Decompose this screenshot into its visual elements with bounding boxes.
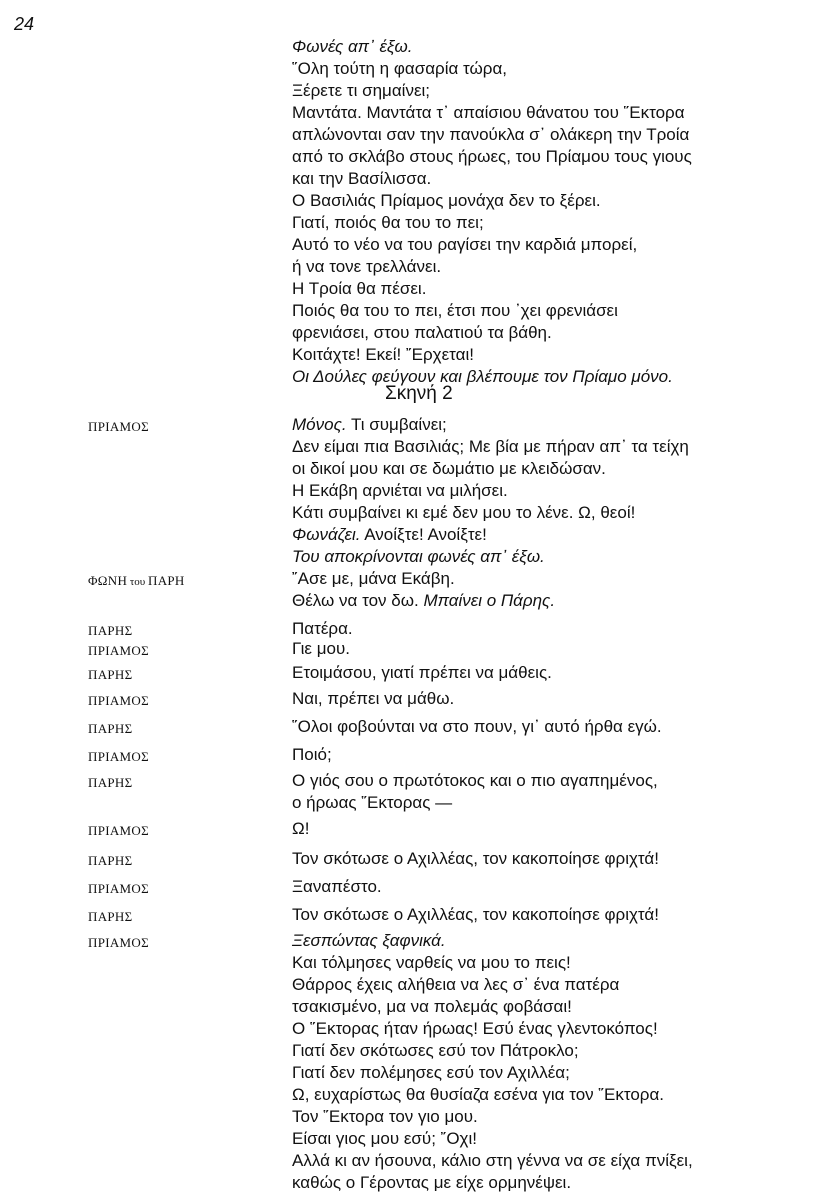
text-line: Αυτό το νέο να του ραγίσει την καρδιά μπορεί, bbox=[292, 235, 638, 254]
opening-stage-text bbox=[292, 36, 792, 388]
speech-line bbox=[292, 1084, 792, 1106]
speaker-name bbox=[88, 749, 149, 765]
speaker-name-text: ΠΡΙΑΜΟΣ bbox=[88, 823, 149, 838]
speaker-name bbox=[88, 573, 185, 589]
speech-text: Γιατί δεν πολέμησες εσύ τον Αχιλλέα; bbox=[292, 1063, 570, 1082]
speaker-name-text: ΠΑΡΗΣ bbox=[88, 775, 133, 790]
speech-line bbox=[292, 1106, 792, 1128]
text-line: Μαντάτα. Μαντάτα τ᾽ απαίσιου θάνατου του ῞Εκτορα bbox=[292, 103, 685, 122]
speech-text: Κάτι συμβαίνει κι εμέ δεν μου το λένε. Ω, θεοί! bbox=[292, 503, 636, 522]
speech-line bbox=[292, 688, 792, 710]
speaker-name-text: ΠΡΙΑΜΟΣ bbox=[88, 935, 149, 950]
speaker-name-text: ΠΑΡΗΣ bbox=[88, 721, 133, 736]
text-line: Κοιτάχτε! Εκεί! ῎Ερχεται! bbox=[292, 345, 474, 364]
speech-text: Τι συμβαίνει; bbox=[346, 415, 447, 434]
dialogue-speech bbox=[292, 744, 792, 766]
speaker-name bbox=[88, 643, 149, 659]
speaker-name-text: ΠΑΡΗΣ bbox=[88, 667, 133, 682]
speech-text: Δεν είμαι πια Βασιλιάς; Με βία με πήραν απ᾽ τα τείχη bbox=[292, 437, 689, 456]
speech-line bbox=[292, 744, 792, 766]
text-line: από το σκλάβο στους ήρωες, του Πρίαμου τους γιους bbox=[292, 147, 692, 166]
dialogue-speech bbox=[292, 930, 792, 1194]
dialogue-speech bbox=[292, 904, 792, 926]
text-line: ῞Ολη τούτη η φασαρία τώρα, bbox=[292, 59, 507, 78]
speaker-name bbox=[88, 909, 132, 925]
speech-line bbox=[292, 1128, 792, 1150]
speech-line bbox=[292, 792, 792, 814]
speech-text: Η Εκάβη αρνιέται να μιλήσει. bbox=[292, 481, 508, 500]
speech-line bbox=[292, 662, 792, 684]
scene-title: Σκηνή 2 bbox=[385, 383, 453, 404]
dialogue-speech bbox=[292, 638, 792, 660]
speaker-name-text: ΠΡΙΑΜΟΣ bbox=[88, 419, 149, 434]
speaker-name-particle: του bbox=[127, 576, 149, 588]
stage-direction: Φωνάζει. bbox=[292, 525, 361, 544]
speech-text: Ετοιμάσου, γιατί πρέπει να μάθεις. bbox=[292, 663, 552, 682]
dialogue-speech bbox=[292, 716, 792, 738]
speech-text: τσακισμένο, μα να πολεμάς φοβάσαι! bbox=[292, 997, 572, 1016]
dialogue-speech bbox=[292, 414, 792, 568]
text-line: Ξέρετε τι σημαίνει; bbox=[292, 81, 431, 100]
speech-line bbox=[292, 1040, 792, 1062]
dialogue-speech bbox=[292, 876, 792, 898]
speaker-name-text: ΠΑΡΗΣ bbox=[88, 623, 133, 638]
speaker-name bbox=[88, 823, 149, 839]
dialogue-speech bbox=[292, 770, 792, 814]
speech-line bbox=[292, 770, 792, 792]
dialogue-speech bbox=[292, 662, 792, 684]
text-line: και την Βασίλισσα. bbox=[292, 169, 432, 188]
speech-line bbox=[292, 848, 792, 870]
speech-line bbox=[292, 1150, 792, 1172]
speaker-name bbox=[88, 693, 149, 709]
speaker-name-text: ΠΑΡΗΣ bbox=[88, 909, 133, 924]
speech-line bbox=[292, 876, 792, 898]
speech-text: Ω, ευχαρίστως θα θυσίαζα εσένα για τον ῞Εκτορα. bbox=[292, 1085, 665, 1104]
speech-text: Γιατί δεν σκότωσες εσύ τον Πάτροκλο; bbox=[292, 1041, 579, 1060]
text-line: Γιατί, ποιός θα του το πει; bbox=[292, 213, 484, 232]
speech-line bbox=[292, 952, 792, 974]
speech-line bbox=[292, 1018, 792, 1040]
speaker-name bbox=[88, 881, 149, 897]
speech-line bbox=[292, 716, 792, 738]
speech-line bbox=[292, 930, 792, 952]
speech-line bbox=[292, 502, 792, 524]
speech-text: ῎Ασε με, μάνα Εκάβη. bbox=[292, 569, 455, 588]
speech-text: Τον σκότωσε ο Αχιλλέας, τον κακοποίησε φριχτά! bbox=[292, 849, 659, 868]
speech-line bbox=[292, 1062, 792, 1084]
dialogue-speech bbox=[292, 688, 792, 710]
text-line: απλώνονται σαν την πανούκλα σ᾽ ολάκερη την Τροία bbox=[292, 125, 690, 144]
speaker-name-text: ΦΩΝΗ bbox=[88, 573, 128, 588]
speech-text: Θάρρος έχεις αλήθεια να λες σ᾽ ένα πατέρα bbox=[292, 975, 620, 994]
dialogue-speech bbox=[292, 848, 792, 870]
speaker-name bbox=[88, 721, 132, 737]
speech-text: Τον ῞Εκτορα τον γιο μου. bbox=[292, 1107, 478, 1126]
speech-line bbox=[292, 524, 792, 546]
speech-text: Είσαι γιος μου εσύ; ῎Οχι! bbox=[292, 1129, 477, 1148]
speech-text: Ποιό; bbox=[292, 745, 332, 764]
speaker-name bbox=[88, 775, 132, 791]
speech-line bbox=[292, 974, 792, 996]
speech-line bbox=[292, 818, 792, 840]
speech-line bbox=[292, 436, 792, 458]
speech-text: ο ήρωας ῞Εκτορας — bbox=[292, 793, 453, 812]
text-line: Οι Δούλες φεύγουν και βλέπουμε τον Πρίαμο μόνο. bbox=[292, 367, 673, 386]
speech-text: Ω! bbox=[292, 819, 310, 838]
speech-line bbox=[292, 458, 792, 480]
speech-text: Ο ῞Εκτορας ήταν ήρωας! Εσύ ένας γλεντοκόπος! bbox=[292, 1019, 658, 1038]
dialogue-speech bbox=[292, 618, 792, 640]
speech-line bbox=[292, 590, 792, 612]
page-number: 24 bbox=[14, 14, 35, 34]
speaker-name-text: ΠΡΙΑΜΟΣ bbox=[88, 881, 149, 896]
stage-direction: Μπαίνει ο Πάρης. bbox=[423, 591, 556, 610]
speech-line bbox=[292, 546, 792, 568]
speaker-name bbox=[88, 419, 149, 435]
speech-line bbox=[292, 618, 792, 640]
speech-text: Τον σκότωσε ο Αχιλλέας, τον κακοποίησε φριχτά! bbox=[292, 905, 659, 924]
dialogue-speech bbox=[292, 568, 792, 612]
speaker-name bbox=[88, 623, 132, 639]
speech-text: Πατέρα. bbox=[292, 619, 353, 638]
speech-line bbox=[292, 568, 792, 590]
text-line: ή να τονε τρελλάνει. bbox=[292, 257, 442, 276]
speaker-name-text: ΠΑΡΗ bbox=[148, 573, 185, 588]
speaker-name bbox=[88, 667, 132, 683]
stage-direction: Του αποκρίνονται φωνές απ᾽ έξω. bbox=[292, 547, 545, 566]
speaker-name bbox=[88, 853, 132, 869]
text-line: Η Τροία θα πέσει. bbox=[292, 279, 427, 298]
dialogue-speech bbox=[292, 818, 792, 840]
speaker-name-text: ΠΡΙΑΜΟΣ bbox=[88, 693, 149, 708]
speaker-name-text: ΠΑΡΗΣ bbox=[88, 853, 133, 868]
speech-text: ῞Ολοι φοβούνται να στο πουν, γι᾽ αυτό ήρθα εγώ. bbox=[292, 717, 662, 736]
speech-line bbox=[292, 414, 792, 436]
text-line: Ο Βασιλιάς Πρίαμος μονάχα δεν το ξέρει. bbox=[292, 191, 601, 210]
speech-text: καθώς ο Γέροντας με είχε ορμηνέψει. bbox=[292, 1173, 572, 1192]
speech-text: Και τόλμησες ναρθείς να μου το πεις! bbox=[292, 953, 571, 972]
speech-line bbox=[292, 904, 792, 926]
speech-line bbox=[292, 996, 792, 1018]
text-line: Φωνές απ᾽ έξω. bbox=[292, 37, 413, 56]
speech-text: οι δικοί μου και σε δωμάτιο με κλειδώσαν. bbox=[292, 459, 606, 478]
speech-line bbox=[292, 1172, 792, 1194]
speech-text: Αλλά κι αν ήσουνα, κάλιο στη γέννα να σε είχα πνίξει, bbox=[292, 1151, 693, 1170]
speech-text: Ναι, πρέπει να μάθω. bbox=[292, 689, 455, 708]
text-line: Ποιός θα του το πει, έτσι που ᾽χει φρενιάσει bbox=[292, 301, 618, 320]
speaker-name bbox=[88, 935, 149, 951]
speech-text: Θέλω να τον δω. bbox=[292, 591, 424, 610]
speech-text: Ο γιός σου ο πρωτότοκος και ο πιο αγαπημένος, bbox=[292, 771, 658, 790]
speech-line bbox=[292, 480, 792, 502]
speech-line bbox=[292, 638, 792, 660]
speech-text: Ξαναπέστο. bbox=[292, 877, 382, 896]
stage-direction: Μόνος. bbox=[292, 415, 347, 434]
stage-direction: Ξεσπώντας ξαφνικά. bbox=[292, 931, 446, 950]
speaker-name-text: ΠΡΙΑΜΟΣ bbox=[88, 643, 149, 658]
speech-text: Γιε μου. bbox=[292, 639, 350, 658]
speech-text: Ανοίξτε! Ανοίξτε! bbox=[360, 525, 487, 544]
text-line: φρενιάσει, στου παλατιού τα βάθη. bbox=[292, 323, 552, 342]
speaker-name-text: ΠΡΙΑΜΟΣ bbox=[88, 749, 149, 764]
